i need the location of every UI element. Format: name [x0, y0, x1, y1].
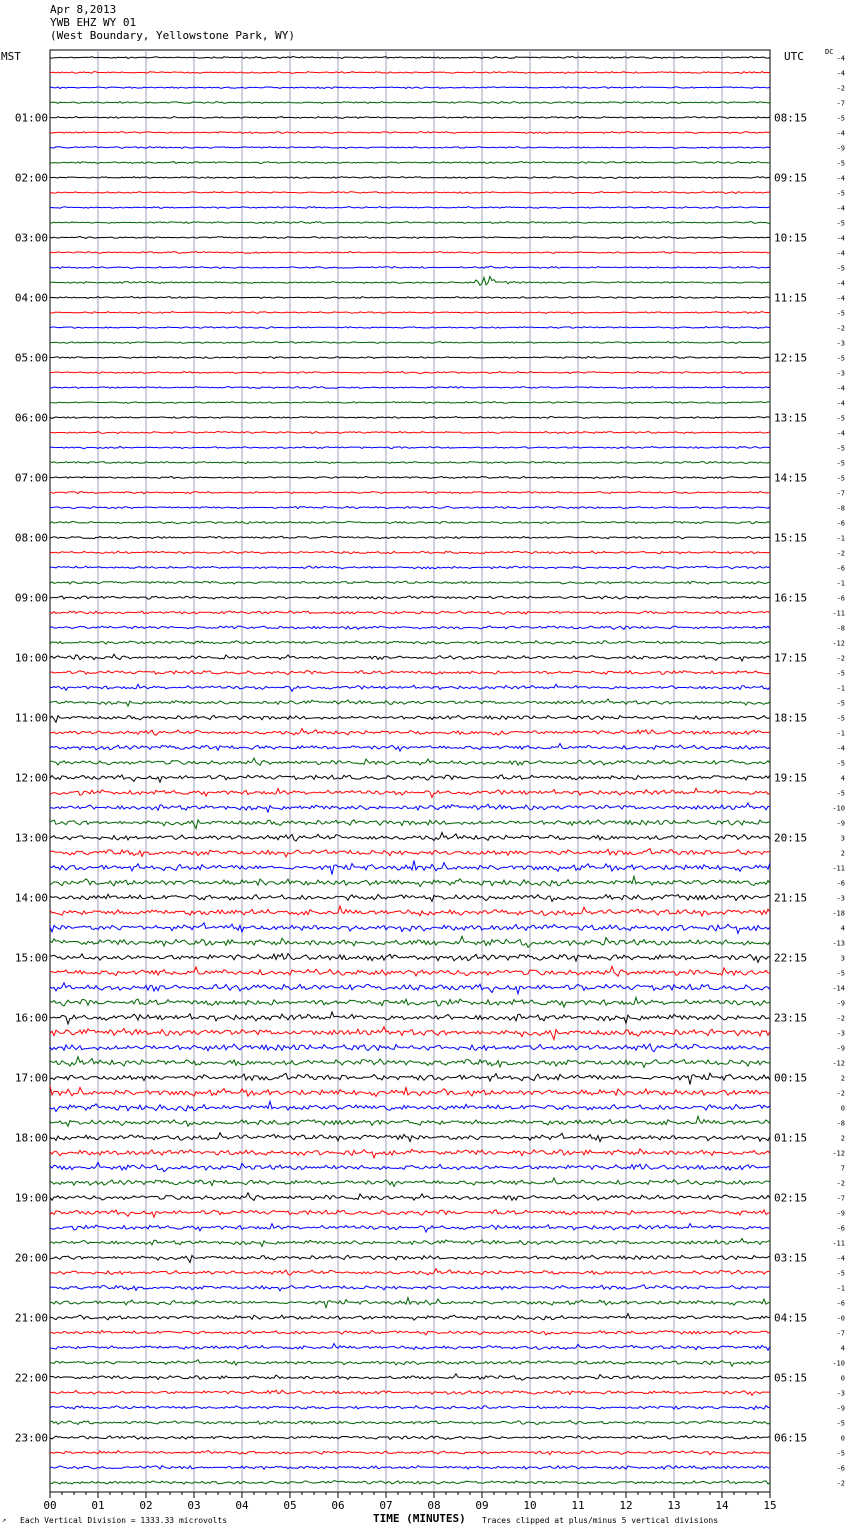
utc-hour-label: 08:15 [774, 111, 808, 125]
x-axis-title: TIME (MINUTES) [373, 1512, 466, 1525]
dc-offset-label: -5 [836, 219, 845, 228]
dc-offset-label: -3 [836, 1029, 845, 1038]
dc-offset-label: -3 [836, 894, 845, 903]
trace-line [50, 611, 770, 614]
dc-offset-label: -1 [836, 729, 845, 738]
trace-line [50, 1314, 770, 1321]
trace-line [50, 342, 770, 344]
trace-line [50, 252, 770, 254]
dc-offset-label: -6 [836, 1464, 845, 1473]
dc-offset-label: -1 [836, 534, 845, 543]
dc-offset-label: -4 [836, 54, 845, 63]
dc-offset-label: -11 [832, 1239, 845, 1248]
trace-line [50, 1162, 770, 1171]
trace-line [50, 906, 770, 916]
trace-line [50, 775, 770, 782]
utc-hour-label: 18:15 [774, 711, 808, 725]
trace-line [50, 861, 770, 875]
trace-line [50, 566, 770, 569]
trace-line [50, 966, 770, 976]
dc-offset-label: -5 [836, 189, 845, 198]
trace-line [50, 1330, 770, 1335]
x-tick-label: 12 [619, 1499, 633, 1512]
dc-offset-label: 4 [840, 924, 845, 933]
x-tick-label: 02 [139, 1499, 153, 1512]
trace-line [50, 1116, 770, 1126]
dc-offset-label: -9 [836, 1404, 845, 1413]
trace-line [50, 387, 770, 389]
dc-offset-label: -0 [836, 1314, 845, 1323]
utc-hour-label: 16:15 [774, 591, 808, 605]
dc-offset-label: -12 [832, 1059, 845, 1068]
mst-hour-label: 14:00 [14, 891, 48, 905]
mst-hour-label: 12:00 [14, 771, 48, 785]
utc-hour-label: 00:15 [774, 1071, 808, 1085]
trace-line [50, 132, 770, 134]
mst-hour-label: 01:00 [14, 111, 48, 125]
utc-hour-label: 21:15 [774, 891, 808, 905]
utc-hour-label: 15:15 [774, 531, 808, 545]
dc-offset-label: -4 [836, 429, 845, 438]
mst-hour-label: 05:00 [14, 351, 48, 365]
trace-line [50, 371, 770, 373]
dc-offset-label: -7 [836, 1194, 845, 1203]
dc-offset-label: -9 [836, 999, 845, 1008]
trace-line [50, 551, 770, 554]
dc-offset-label: -7 [836, 489, 845, 498]
dc-offset-label: -9 [836, 1044, 845, 1053]
dc-offset-label: 0 [840, 1434, 845, 1443]
dc-offset-label: -3 [836, 369, 845, 378]
dc-offset-label: -5 [836, 309, 845, 318]
dc-offset-label: -5 [836, 354, 845, 363]
dc-offset-label: -4 [836, 204, 845, 213]
mst-timezone-label: MST [1, 50, 21, 63]
trace-line [50, 758, 770, 765]
trace-line [50, 671, 770, 675]
dc-offset-label: -6 [836, 564, 845, 573]
trace-line [50, 596, 770, 599]
dc-offset-label: -6 [836, 1299, 845, 1308]
trace-line [50, 177, 770, 179]
utc-hour-label: 06:15 [774, 1431, 808, 1445]
mst-hour-label: 10:00 [14, 651, 48, 665]
dc-offset-label: -1 [836, 1284, 845, 1293]
trace-line [50, 357, 770, 359]
trace-line [50, 923, 770, 934]
dc-offset-label: -2 [836, 1089, 845, 1098]
dc-offset-label: 0 [840, 1374, 845, 1383]
x-tick-label: 10 [523, 1499, 537, 1512]
dc-offset-label: -11 [832, 864, 845, 873]
mst-hour-label: 19:00 [14, 1191, 48, 1205]
dc-offset-label: 2 [840, 1074, 845, 1083]
mst-hour-label: 11:00 [14, 711, 48, 725]
dc-offset-label: -4 [836, 294, 845, 303]
trace-line [50, 654, 770, 661]
dc-offset-label: 4 [840, 1344, 845, 1353]
dc-offset-label: 2 [840, 1134, 845, 1143]
dc-offset-label: -2 [836, 84, 845, 93]
trace-line [50, 506, 770, 508]
trace-line [50, 1224, 770, 1233]
trace-line [50, 1269, 770, 1276]
dc-offset-label: 3 [840, 954, 845, 963]
trace-line [50, 192, 770, 194]
trace-line [50, 1027, 770, 1040]
dc-offset-label: -6 [836, 879, 845, 888]
trace-line [50, 1374, 770, 1380]
dc-offset-label: -5 [836, 444, 845, 453]
mst-hour-label: 21:00 [14, 1311, 48, 1325]
trace-line [50, 1298, 770, 1308]
dc-offset-label: -5 [836, 1419, 845, 1428]
dc-offset-label: -7 [836, 1329, 845, 1338]
trace-line [50, 1086, 770, 1097]
dc-offset-label: -7 [836, 99, 845, 108]
trace-line [50, 803, 770, 812]
trace-line [50, 744, 770, 752]
trace-line [50, 491, 770, 493]
trace-line [50, 222, 770, 224]
trace-line [50, 296, 770, 298]
dc-offset-label: -4 [836, 744, 845, 753]
trace-line [50, 1044, 770, 1052]
trace-line [50, 312, 770, 314]
dc-offset-label: -5 [836, 759, 845, 768]
utc-hour-label: 09:15 [774, 171, 808, 185]
trace-line [50, 1239, 770, 1247]
trace-line [50, 936, 770, 947]
trace-line [50, 1210, 770, 1217]
mst-hour-label: 06:00 [14, 411, 48, 425]
dc-offset-label: -5 [836, 459, 845, 468]
trace-line [50, 72, 770, 74]
x-tick-label: 07 [379, 1499, 393, 1512]
x-tick-label: 11 [571, 1499, 585, 1512]
trace-line [50, 446, 770, 448]
trace-line [50, 102, 770, 104]
dc-offset-label: -5 [836, 699, 845, 708]
trace-line [50, 1480, 770, 1484]
utc-hour-label: 10:15 [774, 231, 808, 245]
dc-offset-label: -2 [836, 1014, 845, 1023]
utc-hour-label: 02:15 [774, 1191, 808, 1205]
dc-offset-label: -18 [832, 909, 845, 918]
trace-line [50, 715, 770, 722]
trace-line [50, 699, 770, 706]
x-tick-label: 14 [715, 1499, 729, 1512]
dc-offset-label: -13 [832, 939, 845, 948]
trace-line [50, 1390, 770, 1395]
trace-line [50, 641, 770, 644]
trace-line [50, 461, 770, 463]
utc-hour-label: 04:15 [774, 1311, 808, 1325]
dc-offset-label: -5 [836, 714, 845, 723]
dc-offset-label: 3 [840, 834, 845, 843]
plot-frame [50, 50, 770, 1492]
dc-offset-label: -10 [832, 804, 845, 813]
x-tick-label: 01 [91, 1499, 105, 1512]
dc-offset-label: -11 [832, 609, 845, 618]
trace-line [50, 1193, 770, 1201]
mst-hour-label: 15:00 [14, 951, 48, 965]
dc-offset-label: -4 [836, 129, 845, 138]
x-tick-label: 15 [763, 1499, 777, 1512]
dc-offset-label: -5 [836, 264, 845, 273]
trace-line [50, 147, 770, 149]
x-tick-label: 04 [235, 1499, 249, 1512]
trace-line [50, 820, 770, 829]
utc-hour-label: 03:15 [774, 1251, 808, 1265]
trace-line [50, 476, 770, 478]
trace-line [50, 431, 770, 433]
dc-offset-label: -2 [836, 324, 845, 333]
dc-offset-label: -5 [836, 669, 845, 678]
trace-line [50, 277, 770, 286]
x-tick-label: 13 [667, 1499, 681, 1512]
dc-offset-label: -14 [832, 984, 845, 993]
scale-note: Each Vertical Division = 1333.33 microvolts [20, 1516, 228, 1525]
utc-hour-label: 17:15 [774, 651, 808, 665]
trace-line [50, 1420, 770, 1424]
trace-line [50, 997, 770, 1007]
trace-line [50, 207, 770, 209]
dc-offset-label: -4 [836, 384, 845, 393]
mst-hour-label: 13:00 [14, 831, 48, 845]
dc-offset-label: -4 [836, 69, 845, 78]
x-tick-label: 06 [331, 1499, 345, 1512]
trace-line [50, 954, 770, 963]
dc-offset-label: -5 [836, 414, 845, 423]
dc-offset-label: -3 [836, 339, 845, 348]
trace-line [50, 1057, 770, 1068]
mst-hour-label: 08:00 [14, 531, 48, 545]
dc-offset-label: -9 [836, 144, 845, 153]
dc-offset-label: 0 [840, 1104, 845, 1113]
dc-offset-label: -9 [836, 819, 845, 828]
trace-line [50, 536, 770, 539]
mst-hour-label: 09:00 [14, 591, 48, 605]
trace-line [50, 581, 770, 584]
dc-offset-label: 4 [840, 774, 845, 783]
trace-line [50, 1360, 770, 1366]
dc-offset-label: -4 [836, 249, 845, 258]
dc-offset-label: -8 [836, 624, 845, 633]
dc-offset-label: -10 [832, 1359, 845, 1368]
trace-line [50, 1344, 770, 1351]
dc-offset-label: -5 [836, 474, 845, 483]
trace-line [50, 1073, 770, 1084]
trace-line [50, 1178, 770, 1187]
utc-hour-label: 13:15 [774, 411, 808, 425]
trace-line [50, 983, 770, 994]
trace-line [50, 1436, 770, 1440]
x-tick-label: 03 [187, 1499, 201, 1512]
mst-hour-label: 17:00 [14, 1071, 48, 1085]
corner-mark: ↗ [2, 1516, 7, 1524]
station-code: YWB EHZ WY 01 [50, 16, 137, 29]
mst-hour-label: 22:00 [14, 1371, 48, 1385]
trace-line [50, 521, 770, 524]
dc-offset-label: -8 [836, 504, 845, 513]
utc-hour-label: 05:15 [774, 1371, 808, 1385]
mst-hour-label: 16:00 [14, 1011, 48, 1025]
mst-hour-label: 23:00 [14, 1431, 48, 1445]
dc-offset-label: 2 [840, 849, 845, 858]
dc-offset-label: 7 [840, 1164, 845, 1173]
trace-line [50, 1149, 770, 1158]
trace-line [50, 1101, 770, 1111]
mst-hour-label: 04:00 [14, 291, 48, 305]
dc-offset-label: -5 [836, 1449, 845, 1458]
clip-note: Traces clipped at plus/minus 5 vertical divisions [482, 1516, 719, 1525]
trace-line [50, 1133, 770, 1142]
trace-line [50, 833, 770, 842]
dc-offset-label: -5 [836, 114, 845, 123]
trace-line [50, 876, 770, 886]
dc-offset-label: -4 [836, 234, 845, 243]
utc-hour-label: 01:15 [774, 1131, 808, 1145]
mst-hour-label: 20:00 [14, 1251, 48, 1265]
trace-line [50, 1466, 770, 1470]
mst-hour-label: 03:00 [14, 231, 48, 245]
utc-hour-label: 23:15 [774, 1011, 808, 1025]
dc-offset-label: -4 [836, 399, 845, 408]
trace-line [50, 1451, 770, 1455]
utc-hour-label: 12:15 [774, 351, 808, 365]
station-location: (West Boundary, Yellowstone Park, WY) [50, 29, 296, 42]
trace-line [50, 327, 770, 329]
utc-hour-label: 11:15 [774, 291, 808, 305]
trace-line [50, 849, 770, 857]
utc-hour-label: 19:15 [774, 771, 808, 785]
dc-offset-label: -5 [836, 969, 845, 978]
dc-offset-header: DC [825, 48, 834, 56]
utc-hour-label: 14:15 [774, 471, 808, 485]
dc-offset-label: -8 [836, 1119, 845, 1128]
x-tick-label: 00 [43, 1499, 57, 1512]
utc-timezone-label: UTC [784, 50, 804, 63]
dc-offset-label: -2 [836, 1479, 845, 1488]
dc-offset-label: -4 [836, 174, 845, 183]
mst-hour-label: 18:00 [14, 1131, 48, 1145]
dc-offset-label: -6 [836, 519, 845, 528]
x-tick-label: 08 [427, 1499, 441, 1512]
dc-offset-label: -12 [832, 639, 845, 648]
dc-offset-label: -4 [836, 279, 845, 288]
dc-offset-label: -2 [836, 654, 845, 663]
dc-offset-label: -2 [836, 1179, 845, 1188]
dc-offset-label: -5 [836, 789, 845, 798]
trace-line [50, 626, 770, 630]
dc-offset-label: -5 [836, 159, 845, 168]
x-tick-label: 09 [475, 1499, 489, 1512]
dc-offset-label: -4 [836, 1254, 845, 1263]
dc-offset-label: -6 [836, 1224, 845, 1233]
mst-hour-label: 02:00 [14, 171, 48, 185]
dc-offset-label: -1 [836, 684, 845, 693]
dc-offset-label: -2 [836, 549, 845, 558]
plot-date: Apr 8,2013 [50, 3, 117, 16]
mst-hour-label: 07:00 [14, 471, 48, 485]
trace-line [50, 56, 770, 58]
trace-line [50, 788, 770, 797]
dc-offset-label: -9 [836, 1209, 845, 1218]
trace-line [50, 402, 770, 404]
dc-offset-label: -1 [836, 579, 845, 588]
utc-hour-label: 20:15 [774, 831, 808, 845]
dc-offset-label: -5 [836, 1269, 845, 1278]
trace-line [50, 894, 770, 901]
dc-offset-label: -12 [832, 1149, 845, 1158]
trace-line [50, 684, 770, 691]
trace-line [50, 1285, 770, 1291]
utc-hour-label: 22:15 [774, 951, 808, 965]
trace-line [50, 729, 770, 736]
trace-line [50, 417, 770, 419]
trace-line [50, 1012, 770, 1024]
trace-line [50, 1255, 770, 1262]
trace-line [50, 1406, 770, 1410]
x-tick-label: 05 [283, 1499, 297, 1512]
trace-line [50, 236, 770, 238]
dc-offset-label: -3 [836, 1389, 845, 1398]
trace-line [50, 162, 770, 164]
trace-line [50, 117, 770, 119]
trace-line [50, 87, 770, 89]
trace-line [50, 266, 770, 269]
dc-offset-label: -6 [836, 594, 845, 603]
